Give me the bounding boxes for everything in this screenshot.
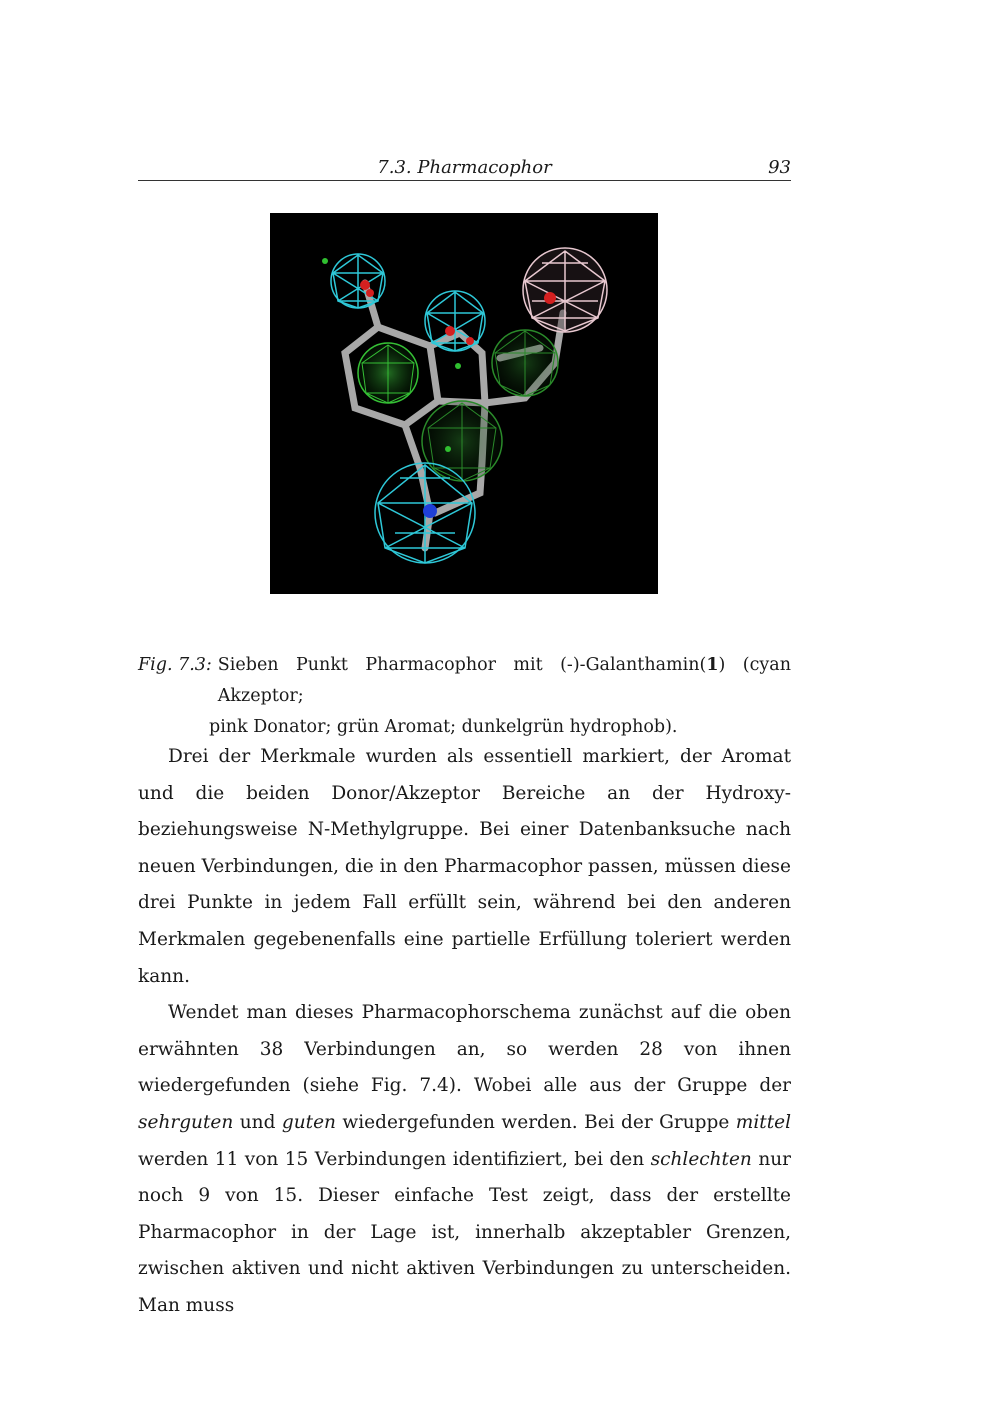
figure-caption [138,650,791,743]
figure-pharmacophore [270,213,658,594]
acceptor-feature-2 [425,291,485,351]
hydrophobic-feature-2 [492,330,558,396]
paragraph-2: Wendet man dieses Pharmacophorschema zunächst auf die oben erwähnten 38 Verbindungen an, so werden 28 von ihnen wiedergefunden (siehe Fig. 7.4). Wobei alle aus der Gruppe der sehrguten und guten wiedergefunden werden. Bei der Gruppe mittel werden 11 von 15 Verbindungen identifiziert, bei den schlechten nur noch 9 von 15. Dieser einfache Test zeigt, dass der erstellte Pharmacophor in der Lage ist, innerhalb akzeptabler Grenzen, zwischen aktiven und nicht aktiven Verbindungen zu unterscheiden. Man muss [138,1002,791,1316]
molecule-pharmacophore-icon [270,213,658,594]
paragraph-1: Drei der Merkmale wurden als essentiell markiert, der Aromat und die beiden Donor/Akzeptor Bereiche an der Hydroxy- beziehungsweise N-Methylgruppe. Bei einer Datenbanksuche nach neuen Verbindungen, die in den Pharmacophor passen, müssen diese drei Punkte in jedem Fall erfüllt sein, während bei den anderen Merkmalen gegebenenfalls eine partielle Erfüllung toleriert werden kann. [138,746,791,987]
caption-text-line2: pink Donator; grün Aromat; dunkelgrün hydrophob). [209,717,678,737]
section-title: 7.3. Pharmacophor [377,157,552,178]
page-number: 93 [768,157,791,178]
body-text [138,739,791,1325]
caption-label: Fig. 7.3: [138,655,212,675]
running-header [138,156,791,181]
donor-feature [523,248,607,332]
caption-text-line1: Sieben Punkt Pharmacophor mit (-)-Galanthamin(1) (cyan Akzeptor; [217,655,792,706]
aromatic-feature [358,343,418,403]
acceptor-feature-1 [331,254,385,308]
hydrophobic-feature-1 [422,401,502,481]
